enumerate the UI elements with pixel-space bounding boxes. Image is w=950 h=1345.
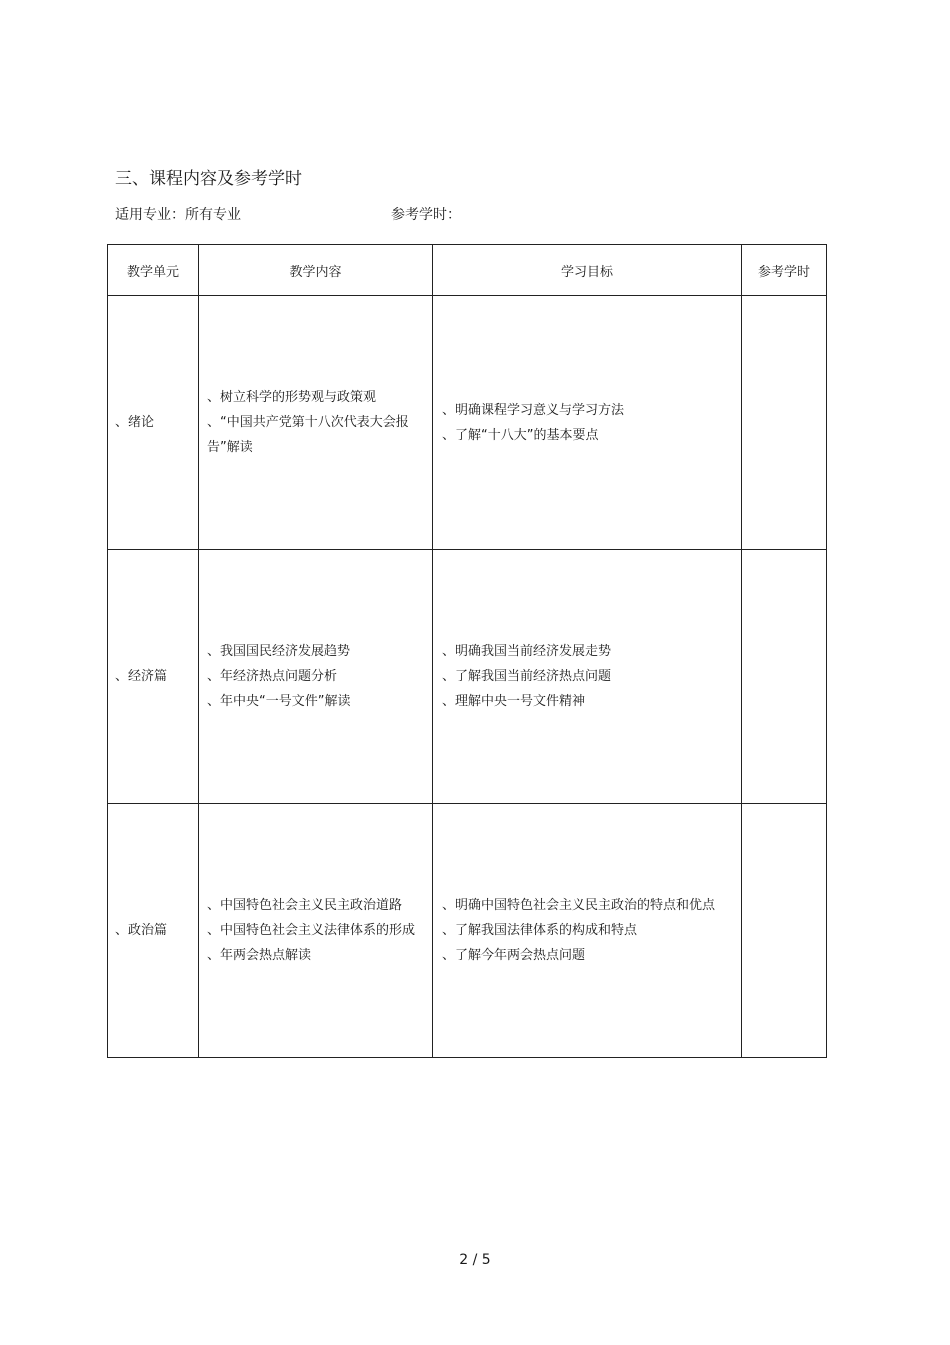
course-content-table: [107, 244, 827, 1058]
header-reference-hours: 参考学时: [742, 245, 827, 296]
content-item: 、年经济热点问题分析: [207, 669, 338, 684]
header-teaching-content: 教学内容: [199, 245, 433, 296]
hours-cell: [742, 550, 827, 804]
content-item: 、中国特色社会主义法律体系的形成: [207, 923, 416, 938]
goal-item: 、明确中国特色社会主义民主政治的特点和优点: [442, 898, 716, 913]
goal-item: 、了解我国法律体系的构成和特点: [442, 923, 638, 938]
content-item: 、我国国民经济发展趋势: [207, 644, 351, 659]
hours-cell: [742, 804, 827, 1058]
goal-item: 、了解今年两会热点问题: [442, 948, 586, 963]
content-item: 、树立科学的形势观与政策观: [207, 390, 377, 405]
goal-item: 、明确课程学习意义与学习方法: [442, 402, 625, 418]
section-title: 三、课程内容及参考学时: [115, 169, 302, 189]
goal-cell: [433, 296, 742, 550]
content-cell: [199, 550, 433, 804]
unit-cell: [108, 296, 199, 550]
goal-item: 、明确我国当前经济发展走势: [442, 644, 612, 659]
table-row: [108, 550, 827, 804]
unit-cell: [108, 804, 199, 1058]
table-header-row: [108, 245, 827, 296]
goal-cell: [433, 804, 742, 1058]
reference-hours-label: 参考学时：: [391, 207, 461, 223]
table-row: [108, 804, 827, 1058]
header-teaching-unit: 教学单元: [108, 245, 199, 296]
unit-cell: [108, 550, 199, 804]
content-item: 、年中央“一号文件”解读: [207, 694, 351, 709]
unit-label: 、经济篇: [115, 669, 168, 684]
table-row: [108, 296, 827, 550]
applicable-major: 适用专业：所有专业: [115, 207, 241, 223]
header-learning-goals: 学习目标: [433, 245, 742, 296]
page-number: 2 / 5: [459, 1252, 491, 1268]
goal-item: 、理解中央一号文件精神: [442, 694, 586, 709]
content-cell: [199, 804, 433, 1058]
unit-label: 、绪论: [115, 415, 155, 430]
unit-label: 、政治篇: [115, 923, 168, 938]
hours-cell: [742, 296, 827, 550]
goal-item: 、了解我国当前经济热点问题: [442, 669, 612, 684]
goal-cell: [433, 550, 742, 804]
content-item: 、年两会热点解读: [207, 948, 312, 963]
content-item: 、“中国共产党第十八次代表大会报告”解读: [207, 415, 409, 455]
content-cell: [199, 296, 433, 550]
content-item: 、中国特色社会主义民主政治道路: [207, 898, 403, 913]
goal-item: 、了解“十八大”的基本要点: [442, 427, 599, 443]
